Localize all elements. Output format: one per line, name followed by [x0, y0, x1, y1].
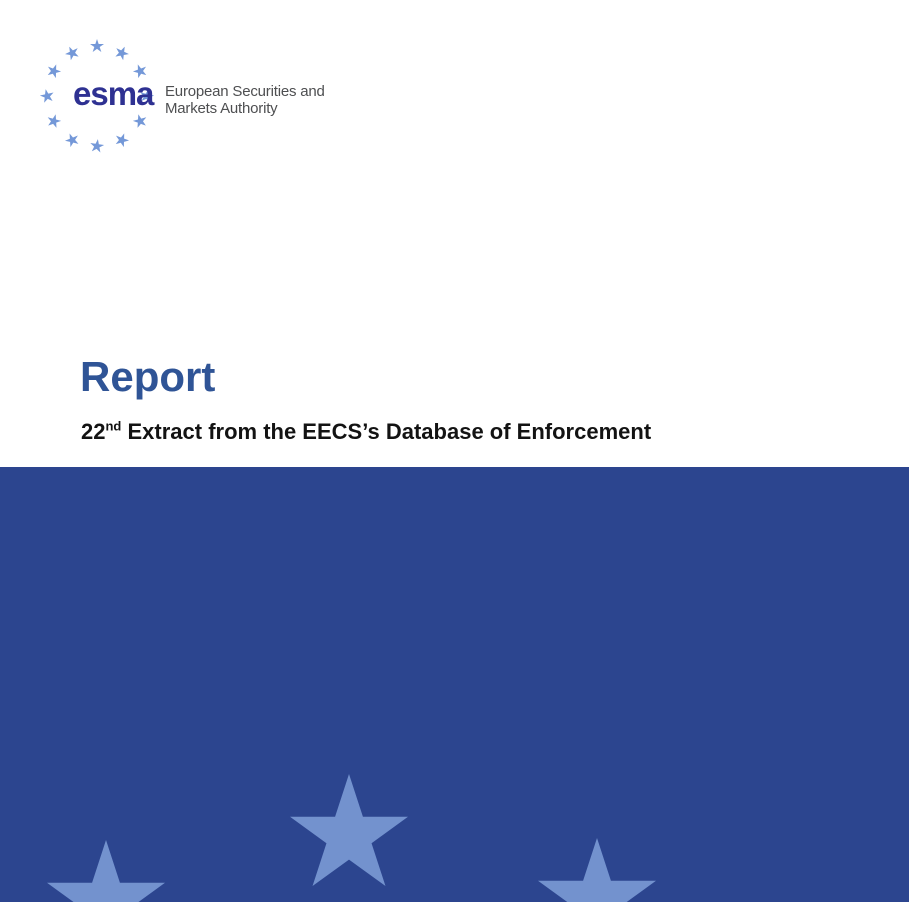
eu-star-icon [113, 44, 131, 62]
eu-star-icon [39, 88, 55, 104]
esma-org-name-line2: Markets Authority [165, 100, 278, 117]
eu-star-icon [46, 112, 63, 128]
esma-org-name [165, 83, 325, 117]
banner-star-icon [538, 838, 656, 902]
eu-star-icon [45, 62, 63, 79]
eu-star-icon [132, 112, 149, 128]
esma-org-name-line1: European Securities and [165, 83, 325, 100]
esma-logo [0, 0, 340, 170]
report-subtitle-number: 22 [81, 419, 106, 444]
report-subtitle [81, 419, 651, 445]
eu-star-icon [113, 131, 131, 148]
eu-star-icon [89, 138, 105, 153]
report-subtitle-ordinal: nd [105, 418, 122, 434]
eu-star-icon [63, 44, 81, 62]
report-subtitle-text: Extract from the EECS’s Database of Enforcement [121, 419, 652, 444]
eu-star-icon [63, 131, 81, 148]
banner-star-icon [290, 774, 408, 886]
report-title: Report [80, 353, 216, 400]
eu-star-icon [90, 39, 104, 52]
cover-banner [0, 467, 909, 902]
esma-wordmark: esma [73, 75, 154, 112]
banner-star-icon [47, 840, 165, 902]
